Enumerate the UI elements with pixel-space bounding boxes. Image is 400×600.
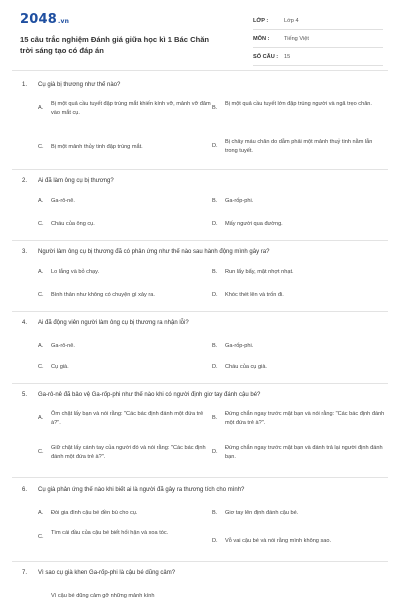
question-4 [22, 318, 390, 378]
option-text: Khóc thét lên và trốn đi. [225, 292, 284, 298]
option-text: Giơ tay lên định đánh cậu bé. [225, 510, 299, 516]
divider [12, 311, 388, 312]
question-text: Cụ già bị thương như thế nào? [38, 82, 121, 88]
option-letter: B. [212, 198, 218, 204]
option-text: Ga-rốp-phi. [225, 198, 254, 204]
option-text: Ga-rốp-phi. [225, 343, 254, 349]
option-letter: A. [38, 415, 44, 421]
question-header [22, 176, 390, 188]
question-header [22, 318, 390, 330]
option-letter: C. [38, 144, 44, 150]
option-letter: D. [212, 143, 218, 149]
option-letter: C. [38, 534, 44, 540]
divider [12, 169, 388, 170]
question-number: 4. [22, 320, 28, 326]
meta-label: SỐ CÂU : [253, 54, 279, 60]
question-7 [22, 568, 390, 600]
option-letter: A. [38, 343, 44, 349]
option-text: Cháu của ông cụ. [51, 221, 95, 227]
option-text: Đứng chắn ngay trước mặt bạn và nói rằng: "Các bác định đánh một đứa trẻ à?". [225, 411, 385, 426]
page-title: 15 câu trắc nghiệm Đánh giá giữa học kì 1 Bác Chăn trời sáng tạo có đáp án [20, 35, 210, 55]
question-2 [22, 176, 390, 236]
option-letter: D. [212, 364, 218, 370]
question-header [22, 390, 390, 402]
option-text: Cháu của cụ già. [225, 364, 267, 370]
option-letter: B. [212, 415, 218, 421]
option-text: Vỗ vai cậu bé và nói rằng mình không sao. [225, 538, 332, 544]
question-5 [22, 390, 390, 472]
logo-suffix: .vn [57, 18, 70, 25]
option-text: Ga-rô-nê. [51, 198, 75, 204]
meta-row-grade [253, 14, 383, 30]
option-text: Bị chảy máu chân do dẫm phải một mảnh thuỷ tinh nằm lẫn trong tuyết. [225, 139, 373, 154]
option-letter: D. [212, 221, 218, 227]
option-letter: C. [38, 364, 44, 370]
option-letter: C. [38, 292, 44, 298]
question-text: Ai đã làm ông cụ bị thương? [38, 178, 114, 184]
meta-value: Lớp 4 [284, 18, 299, 24]
option-text: Ga-rô-nê. [51, 343, 75, 349]
question-text: Vì sao cụ già khen Ga-rốp-phi là cậu bé dũng cảm? [38, 570, 176, 576]
question-header [22, 485, 390, 497]
option-letter: D. [212, 292, 218, 298]
meta-value: Tiếng Việt [284, 36, 309, 42]
question-header [22, 568, 390, 580]
question-header [22, 80, 390, 92]
meta-label: LỚP : [253, 18, 269, 24]
divider [12, 561, 388, 562]
question-number: 7. [22, 570, 28, 576]
document-meta [253, 14, 383, 68]
question-number: 2. [22, 178, 28, 184]
question-number: 3. [22, 249, 28, 255]
document-header [0, 0, 400, 66]
question-number: 5. [22, 392, 28, 398]
option-letter: A. [38, 510, 44, 516]
question-text: Ga-rô-nê đã bảo vệ Ga-rốp-phi như thế nào khi có người định giơ tay đánh cậu bé? [38, 392, 261, 398]
question-number: 1. [22, 82, 28, 88]
divider [12, 70, 388, 71]
question-3 [22, 247, 390, 307]
option-letter: D. [212, 538, 218, 544]
option-text: Giữ chặt lấy cánh tay của người đó và nói rằng: "Các bác định đánh một đứa trẻ à?". [51, 445, 206, 460]
option-text: Bị một quả cầu tuyết lớn đập trúng người và ngã trẹo chân. [225, 101, 372, 107]
option-letter: A. [38, 105, 44, 111]
question-6 [22, 485, 390, 555]
option-letter: A. [38, 269, 44, 275]
option-text: Vì cậu bé dũng cảm gỡ những mảnh kính [51, 593, 155, 599]
option-text: Lo lắng và bỏ chạy. [51, 269, 100, 275]
option-letter: B. [212, 343, 218, 349]
question-text: Người làm ông cụ bị thương đã có phản ứng như thế nào sau hành động mình gây ra? [38, 249, 270, 255]
option-letter: A. [38, 198, 44, 204]
divider [12, 383, 388, 384]
meta-row-subject [253, 32, 383, 48]
divider [12, 477, 388, 478]
option-letter: C. [38, 449, 44, 455]
divider [12, 240, 388, 241]
logo-text: 2048 [20, 12, 57, 27]
site-logo[interactable] [20, 12, 69, 27]
option-letter: B. [212, 510, 218, 516]
meta-label: MÔN : [253, 36, 270, 42]
option-text: Bình thản như không có chuyện gì xảy ra. [51, 292, 155, 298]
option-text: Đòi gia đình cậu bé đền bù cho cụ. [51, 510, 138, 516]
option-text: Bị một quả cầu tuyết đập trúng mắt khiến kính vỡ, mảnh vỡ đâm vào mắt cụ. [51, 101, 211, 116]
option-letter: D. [212, 449, 218, 455]
option-letter: C. [38, 221, 44, 227]
option-text: Cụ già. [51, 364, 69, 370]
option-letter: B. [212, 269, 218, 275]
question-number: 6. [22, 487, 28, 493]
option-text: Tìm cái đầu của cậu bé biết hối hận và xoa tóc. [51, 530, 169, 536]
question-header [22, 247, 390, 259]
meta-value: 15 [284, 54, 291, 60]
option-text: Đứng chắn ngay trước mặt bạn và đánh trả lại người định đánh bạn. [225, 445, 383, 460]
question-1 [22, 80, 390, 164]
option-text: Ôm chặt lấy bạn và nói rằng: "Các bác định đánh một đứa trẻ à?". [51, 411, 204, 426]
option-text: Run lẩy bẩy, mặt nhợt nhạt. [225, 269, 294, 275]
question-text: Cụ già phản ứng thế nào khi biết ai là người đã gây ra thương tích cho mình? [38, 487, 245, 493]
option-letter: B. [212, 105, 218, 111]
question-text: Ai đã động viên người làm ông cụ bị thương ra nhận lỗi? [38, 320, 189, 326]
option-text: Mấy người qua đường. [225, 221, 283, 227]
meta-row-count [253, 50, 383, 66]
option-text: Bị một mảnh thủy tinh đập trúng mắt. [51, 144, 143, 150]
